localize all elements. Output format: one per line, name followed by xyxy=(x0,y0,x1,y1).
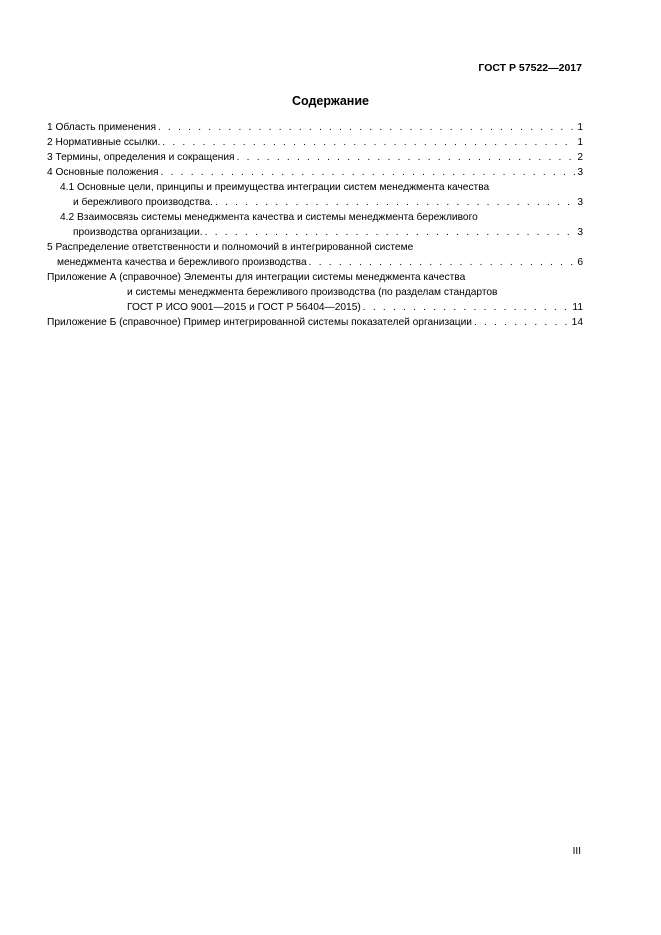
toc-entry-text-continued: и системы менеджмента бережливого производства (по разделам стандартов xyxy=(127,287,498,298)
toc-entry-text: 4.2 Взаимосвязь системы менеджмента качества и системы менеджмента бережливого xyxy=(60,212,478,223)
toc-page-number: 1 xyxy=(577,137,583,148)
toc-page-number: 1 xyxy=(577,122,583,133)
toc-entry-text-continued: производства организации. xyxy=(73,227,203,238)
toc-page-number: 3 xyxy=(577,197,583,208)
toc-entry-3[interactable] xyxy=(47,150,583,165)
document-code: ГОСТ Р 57522—2017 xyxy=(478,62,582,74)
toc-entry-text-continued: и бережливого производства. xyxy=(73,197,213,208)
toc-page-number: 11 xyxy=(572,302,583,313)
toc-entry-text-continued: менеджмента качества и бережливого производства xyxy=(57,257,307,268)
page-number: III xyxy=(572,846,581,857)
toc-page-number: 14 xyxy=(571,317,583,328)
toc-entry-1[interactable] xyxy=(47,120,583,135)
toc-entry-appendix-a[interactable] xyxy=(47,270,583,315)
toc-entry-4[interactable] xyxy=(47,165,583,180)
toc-page-number: 3 xyxy=(577,167,583,178)
toc-entry-text: 3 Термины, определения и сокращения xyxy=(47,152,235,163)
toc-entry-4-1[interactable] xyxy=(47,180,583,210)
toc-entry-5[interactable] xyxy=(47,240,583,270)
table-of-contents xyxy=(47,120,583,330)
toc-leader-dots xyxy=(215,195,575,210)
toc-entry-text: Приложение А (справочное) Элементы для интеграции системы менеджмента качества xyxy=(47,272,466,283)
toc-leader-dots xyxy=(363,300,571,315)
toc-entry-text: 1 Область применения xyxy=(47,122,156,133)
toc-leader-dots xyxy=(237,150,576,165)
toc-leader-dots xyxy=(158,120,575,135)
toc-page-number: 3 xyxy=(577,227,583,238)
toc-entry-text: 2 Нормативные ссылки. xyxy=(47,137,161,148)
toc-entry-4-2[interactable] xyxy=(47,210,583,240)
toc-entry-text: 4 Основные положения xyxy=(47,167,159,178)
toc-page-number: 2 xyxy=(577,152,583,163)
toc-entry-appendix-b[interactable] xyxy=(47,315,583,330)
toc-entry-text: 5 Распределение ответственности и полномочий в интегрированной системе xyxy=(47,242,414,253)
toc-leader-dots xyxy=(309,255,576,270)
toc-leader-dots xyxy=(474,315,570,330)
toc-leader-dots xyxy=(161,165,576,180)
toc-leader-dots xyxy=(162,135,575,150)
toc-leader-dots xyxy=(205,225,576,240)
toc-entry-text: 4.1 Основные цели, принципы и преимущества интеграции систем менеджмента качества xyxy=(60,182,490,193)
page-title: Содержание xyxy=(291,94,369,108)
toc-entry-text: Приложение Б (справочное) Пример интегрированной системы показателей организации xyxy=(47,317,472,328)
toc-entry-2[interactable] xyxy=(47,135,583,150)
toc-entry-text-continued: ГОСТ Р ИСО 9001—2015 и ГОСТ Р 56404—2015) xyxy=(127,302,361,313)
toc-page-number: 6 xyxy=(577,257,583,268)
